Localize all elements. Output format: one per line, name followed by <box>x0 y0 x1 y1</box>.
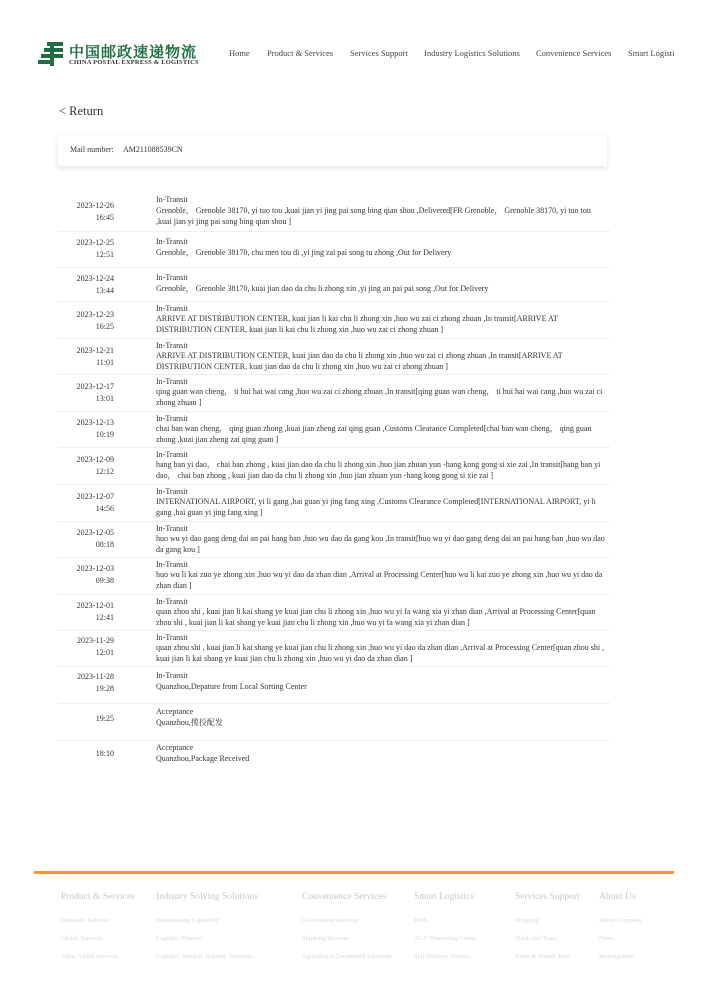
event-description: Grenoble， Grenoble 38170, chu men tou di ,yi jing zai pai song tu zhong ,Out for Delivery <box>156 248 452 257</box>
footer-column-about-us <box>599 892 642 966</box>
footer-column-smart-logistics <box>414 892 477 966</box>
event-description: qing guan wan cheng， ti hui hai wai cang ,huo wu zai ci zhong zhuan ,In transit[qing guan wan cheng， ti hui hai wai cang ,huo wu zai ci zhong zhuan ] <box>156 387 603 407</box>
footer-heading[interactable]: Industry Solving Solutions <box>156 892 258 902</box>
footer-link[interactable]: Rates & Transit Time <box>515 953 571 960</box>
logo-chinese-text: 中国邮政速递物流 <box>69 43 198 61</box>
event-description: Quanzhou,Package Received <box>156 754 250 763</box>
site-header <box>0 0 707 100</box>
footer-link[interactable]: Investigation <box>599 953 633 960</box>
event-time: 10:19 <box>95 430 114 439</box>
footer-column-services-support <box>515 892 580 966</box>
footer-column-convenience-services <box>302 892 392 966</box>
event-time: 18:10 <box>95 749 114 758</box>
event-date: 2023-12-23 <box>76 310 114 319</box>
event-description: Grenoble， Grenoble 38170, yi tuo tou ,kuai jian yi jing pai song bing qian shou ,Delivered[FR Grenoble， Grenoble 38170, yi tuo tou ,kuai jian yi jing pai song bing qian shou ] <box>156 206 591 226</box>
main-nav <box>229 48 707 60</box>
event-date: 2023-12-24 <box>76 274 114 283</box>
event-time: 09:38 <box>95 576 114 585</box>
footer-link[interactable]: Global Services <box>61 935 103 942</box>
tracking-event <box>58 522 610 558</box>
event-description: INTERNATIONAL AIRPORT, yi li gang ,hai guan yi jing fang xing ,Customs Clearance Completed[INTERNATIONAL AIRPORT, yi li gang ,hai guan yi jing fang xing ] <box>156 497 596 517</box>
event-status: In-Transit <box>156 597 188 606</box>
footer-link[interactable]: Track and Trace <box>515 935 558 942</box>
event-date: 2023-11-28 <box>76 672 114 681</box>
tracking-event <box>58 375 610 412</box>
event-time: 13:01 <box>95 394 114 403</box>
event-time: 13:44 <box>95 286 114 295</box>
tracking-event <box>58 485 610 522</box>
event-date: 2023-11-29 <box>76 636 114 645</box>
footer-link[interactable]: Logistics Finance <box>156 935 203 942</box>
event-time: 12:12 <box>95 467 114 476</box>
event-date: 2023-12-26 <box>76 201 114 210</box>
event-time: 11:01 <box>96 358 114 367</box>
event-status: Acceptance <box>156 707 194 716</box>
footer-link[interactable]: EMS <box>414 917 428 924</box>
nav-product-services[interactable]: Product & Services <box>267 48 334 58</box>
nav-smart-logistics[interactable]: Smart Logisti <box>628 48 675 58</box>
tracking-event <box>58 595 610 631</box>
event-status: In-Transit <box>156 341 188 350</box>
footer-link[interactable]: Government Services <box>302 917 359 924</box>
event-description: hang ban yi dao， chai ban zhong , kuai jian dao da chu li zhong xin ,huo jian zhuan yun -hang kong gong si xie zai ,In transit[hang ban yi dao， chai ban zhong , kuai jian dao da chu li zhong xin ,huo jian zhuan yun -hang kong gong si xie zai ] <box>156 460 601 480</box>
event-time: 19:25 <box>95 714 114 723</box>
site-logo[interactable] <box>38 40 198 70</box>
event-description: ARRIVE AT DISTRIBUTION CENTER, kuai jian li kai chu li zhong xin ,huo wu zai ci zhong zhuan ,In transit[ARRIVE AT DISTRIBUTION CENTER, kuai jian li kai chu li zhong xin ,huo wu zai ci zhong zhuan ] <box>156 314 558 334</box>
logo-english-text: CHINA POSTAL EXPRESS & LOGISTICS <box>69 59 199 66</box>
event-status: In-Transit <box>156 450 188 459</box>
event-status: Acceptance <box>156 743 194 752</box>
event-status: In-Transit <box>156 671 188 680</box>
footer-link[interactable]: Shipping Services <box>302 935 350 942</box>
event-date: 2023-12-03 <box>76 564 114 573</box>
nav-home[interactable]: Home <box>229 48 250 58</box>
event-description: Quanzhou,揽投配发 <box>156 718 223 727</box>
event-description: quan zhou shi , kuai jian li kai shang ye kuai jian chu li zhong xin ,huo wu yi fa wang xia yi zhan dian ,Arrival at Processing Center[quan zhou shi , kuai jian li kai shang ye kuai jian chu li zhong xin ,huo wu yi fa wang xia yi zhan dian ] <box>156 607 596 627</box>
event-time: 12:01 <box>95 648 114 657</box>
event-time: 08:18 <box>95 540 114 549</box>
mail-number-card <box>58 136 607 166</box>
nav-convenience-services[interactable]: Convenience Services <box>536 48 612 58</box>
event-description: ARRIVE AT DISTRIBUTION CENTER, kuai jian dao da chu li zhong xin ,huo wu zai ci zhong zhuan ,In transit[ARRIVE AT DISTRIBUTION CENTER, kuai jian dao da chu li zhong xin ,huo wu zai ci zhong zhuan ] <box>156 351 563 371</box>
mail-number-label: Mail number: <box>70 145 114 154</box>
event-status: In-Transit <box>156 524 188 533</box>
footer-column-industry-solutions <box>156 892 258 966</box>
event-time: 12:51 <box>95 250 114 259</box>
event-date: 2023-12-21 <box>76 346 114 355</box>
event-status: In-Transit <box>156 237 188 246</box>
footer-link[interactable]: About Company <box>599 917 643 924</box>
event-status: In-Transit <box>156 414 188 423</box>
event-date: 2023-12-25 <box>76 238 114 247</box>
footer-accent-line <box>34 871 674 874</box>
event-status: In-Transit <box>156 195 188 204</box>
event-time: 12:41 <box>95 613 114 622</box>
event-description: huo wu yi dao gang deng dai an pai hang ban ,huo wu dao da gang kou ,In transit[huo wu yi dao gang deng dai an pai hang ban ,huo wu dao da gang kou ] <box>156 534 605 554</box>
tracking-event <box>58 232 610 268</box>
event-time: 16:25 <box>95 322 114 331</box>
footer-link[interactable]: Domestic Services <box>61 917 110 924</box>
event-description: Quanzhou,Depature from Local Sorting Center <box>156 682 307 691</box>
event-date: 2023-12-05 <box>76 528 114 537</box>
footer-link[interactable]: Shipping <box>515 917 539 924</box>
site-footer <box>0 880 707 1000</box>
event-date: 2023-12-13 <box>76 418 114 427</box>
event-time: 19:28 <box>95 684 114 693</box>
event-status: In-Transit <box>156 273 188 282</box>
tracking-event <box>58 741 610 777</box>
event-description: quan zhou shi , kuai jian li kai shang ye kuai jian chu li zhong xin ,huo wu yi dao da zhan dian ,Arrival at Processing Center[quan zhou shi , kuai jian li kai shang ye kuai jian chu li zhong xin ,huo wu yi dao da zhan dian ] <box>156 643 605 663</box>
tracking-event <box>58 302 610 339</box>
footer-link[interactable]: Value Added Services <box>61 953 119 960</box>
event-date: 2023-12-07 <box>76 492 114 501</box>
event-date: 2023-12-01 <box>76 601 114 610</box>
event-time: 16:45 <box>95 213 114 222</box>
footer-link[interactable]: AGV Processing Center <box>414 935 477 942</box>
event-description: chai ban wan cheng， qing guan zhong ,kuai jian zheng zai qing guan ,Customs Clearance Completed[chai ban wan cheng， qing guan zhong ,kuai jian zheng zai qing guan ] <box>156 424 592 444</box>
tracking-event <box>58 190 610 232</box>
mail-number-value: AM211088539CN <box>123 145 183 154</box>
footer-link[interactable]: News <box>599 935 614 942</box>
event-status: In-Transit <box>156 633 188 642</box>
footer-heading[interactable]: About Us <box>599 892 636 902</box>
event-description: huo wu li kai zuo ye zhong xin ,huo wu yi dao da zhan dian ,Arrival at Processing Center[huo wu li kai zuo ye zhong xin ,huo wu yi dao da zhan dian ] <box>156 570 603 590</box>
return-link[interactable]: < Return <box>59 104 104 118</box>
footer-heading[interactable]: Services Support <box>515 892 580 902</box>
china-post-logo-icon <box>38 40 66 68</box>
footer-heading[interactable]: Convenience Services <box>302 892 387 902</box>
nav-industry-logistics[interactable]: Industry Logistics Solutions <box>424 48 520 58</box>
nav-services-support[interactable]: Services Support <box>350 48 408 58</box>
event-status: In-Transit <box>156 560 188 569</box>
event-status: In-Transit <box>156 377 188 386</box>
footer-link[interactable]: Agricultural Cooperated Solutions <box>302 953 392 960</box>
event-status: In-Transit <box>156 487 188 496</box>
event-date: 2023-12-17 <box>76 382 114 391</box>
footer-link[interactable]: Warehousing Capability <box>156 917 219 924</box>
tracking-event <box>58 339 610 375</box>
footer-heading[interactable]: Smart Logistics <box>414 892 474 902</box>
event-date: 2023-12-09 <box>76 455 114 464</box>
tracking-event <box>58 631 610 667</box>
event-time: 14:56 <box>95 504 114 513</box>
event-description: Grenoble， Grenoble 38170, kuai jian dao da chu li zhong xin ,yi jing an pai pai song ,Out for Delivery <box>156 284 489 293</box>
footer-heading[interactable]: Product & Services <box>61 892 135 902</box>
footer-link[interactable]: Self Delivery Station <box>414 953 469 960</box>
footer-link[interactable]: Logistics Services Industry Solutions <box>156 953 253 960</box>
tracking-event <box>58 412 610 448</box>
tracking-event <box>58 448 610 485</box>
tracking-event <box>58 558 610 595</box>
tracking-event <box>58 667 610 704</box>
tracking-event <box>58 268 610 302</box>
footer-column-product-services <box>61 892 135 966</box>
event-status: In-Transit <box>156 304 188 313</box>
tracking-event <box>58 704 610 741</box>
